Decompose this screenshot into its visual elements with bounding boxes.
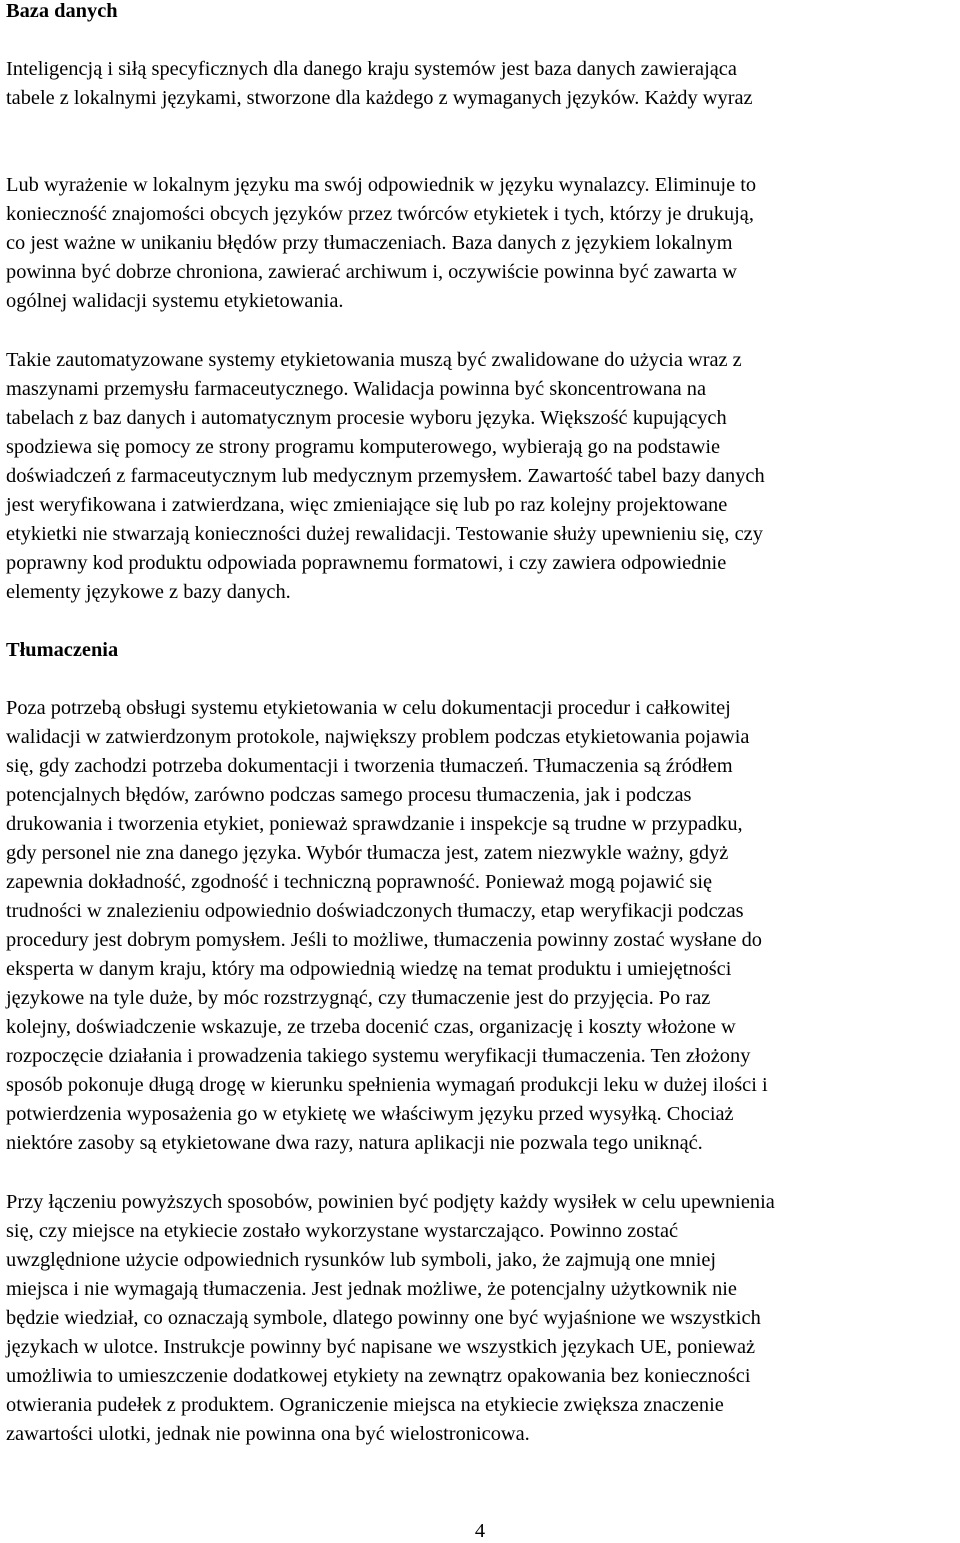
text-line: walidacji w zatwierdzonym protokole, największy problem podczas etykietowania pojawia [6,726,750,748]
text-line: zapewnia dokładność, zgodność i techniczną poprawność. Ponieważ mogą pojawić się [6,871,713,893]
text-line: trudności w znalezieniu odpowiednio doświadczonych tłumaczy, etap weryfikacji podczas [6,900,744,922]
text-line: językach w ulotce. Instrukcje powinny być napisane we wszystkich językach UE, ponieważ [6,1336,756,1358]
page-number: 4 [474,1520,486,1542]
text-line: się, czy miejsce na etykiecie zostało wykorzystane wystarczająco. Powinno zostać [6,1220,679,1242]
text-line: co jest ważne w unikaniu błędów przy tłumaczeniach. Baza danych z językiem lokalnym [6,232,733,254]
section-heading-baza-danych [6,0,958,26]
text-line: drukowania i tworzenia etykiet, ponieważ sprawdzanie i inspekcje są trudne w przypadku, [6,813,743,835]
text-line: jest weryfikowana i zatwierdzana, więc zmieniające się lub po raz kolejny projektowane [6,494,728,516]
text-line: doświadczeń z farmaceutycznym lub medycznym przemysłem. Zawartość tabel bazy danych [6,465,765,487]
text-line: uwzględnione użycie odpowiednich rysunków lub symboli, jako, że zajmują one mniej [6,1249,717,1271]
section-heading-tlumaczenia [6,636,958,665]
text-line: umożliwia to umieszczenie dodatkowej etykiety na zewnątrz opakowania bez konieczności [6,1365,751,1387]
paragraph-4 [6,694,958,1158]
text-line: Inteligencją i siłą specyficznych dla danego kraju systemów jest baza danych zawierająca [6,58,737,80]
paragraph-3 [6,346,958,607]
text-line: etykietki nie stwarzają konieczności dużej rewalidacji. Testowanie służy upewnieniu się, czy [6,523,763,545]
text-line: się, gdy zachodzi potrzeba dokumentacji i tworzenia tłumaczeń. Tłumaczenia są źródłem [6,755,733,777]
text-line: eksperta w danym kraju, który ma odpowiednią wiedzę na temat produktu i umiejętności [6,958,732,980]
text-line: gdy personel nie zna danego języka. Wybór tłumacza jest, zatem niezwykle ważny, gdyż [6,842,729,864]
heading-text: Baza danych [6,0,118,22]
text-line: niektóre zasoby są etykietowane dwa razy, natura aplikacji nie pozwala tego uniknąć. [6,1132,703,1154]
text-line: miejsca i nie wymagają tłumaczenia. Jest jednak możliwe, że potencjalny użytkownik nie [6,1278,737,1300]
paragraph-2 [6,171,958,316]
text-line: konieczność znajomości obcych języków przez twórców etykietek i tych, którzy je drukują, [6,203,754,225]
text-line: sposób pokonuje długą drogę w kierunku spełnienia wymagań produkcji leku w dużej ilości i [6,1074,768,1096]
text-line: tabelach z baz danych i automatycznym procesie wyboru języka. Większość kupujących [6,407,727,429]
text-line: ogólnej walidacji systemu etykietowania. [6,290,344,312]
text-line: otwierania pudełek z produktem. Ograniczenie miejsca na etykiecie zwiększa znaczenie [6,1394,724,1416]
text-line: będzie wiedział, co oznaczają symbole, dlatego powinny one być wyjaśnione we wszystkich [6,1307,761,1329]
text-line: Poza potrzebą obsługi systemu etykietowania w celu dokumentacji procedur i całkowitej [6,697,731,719]
text-line: maszynami przemysłu farmaceutycznego. Walidacja powinna być skoncentrowana na [6,378,707,400]
text-line: powinna być dobrze chroniona, zawierać archiwum i, oczywiście powinna być zawarta w [6,261,737,283]
paragraph-5 [6,1188,958,1449]
text-line: potencjalnych błędów, zarówno podczas samego procesu tłumaczenia, jak i podczas [6,784,692,806]
heading-text: Tłumaczenia [6,639,119,661]
text-line: Lub wyrażenie w lokalnym języku ma swój odpowiednik w języku wynalazcy. Eliminuje to [6,174,757,196]
text-line: potwierdzenia wyposażenia go w etykietę we właściwym języku przed wysyłką. Chociaż [6,1103,734,1125]
text-line: Przy łączeniu powyższych sposobów, powinien być podjęty każdy wysiłek w celu upewnienia [6,1191,775,1213]
text-line: poprawny kod produktu odpowiada poprawnemu formatowi, i czy zawiera odpowiednie [6,552,727,574]
text-line: zawartości ulotki, jednak nie powinna ona być wielostronicowa. [6,1423,530,1445]
text-line: Takie zautomatyzowane systemy etykietowania muszą być zwalidowane do użycia wraz z [6,349,742,371]
text-line: procedury jest dobrym pomysłem. Jeśli to możliwe, tłumaczenia powinny zostać wysłane do [6,929,762,951]
text-line: rozpoczęcie działania i prowadzenia takiego systemu weryfikacji tłumaczenia. Ten złożony [6,1045,751,1067]
text-line: językowe na tyle duże, by móc rozstrzygnąć, czy tłumaczenie jest do przyjęcia. Po raz [6,987,711,1009]
paragraph-1 [6,55,958,113]
text-line: spodziewa się pomocy ze strony programu komputerowego, wybierają go na podstawie [6,436,721,458]
text-line: tabele z lokalnymi językami, stworzone dla każdego z wymaganych języków. Każdy wyraz [6,87,753,109]
text-line: elementy językowe z bazy danych. [6,581,291,603]
text-line: kolejny, doświadczenie wskazuje, ze trzeba docenić czas, organizację i koszty włożone w [6,1016,736,1038]
